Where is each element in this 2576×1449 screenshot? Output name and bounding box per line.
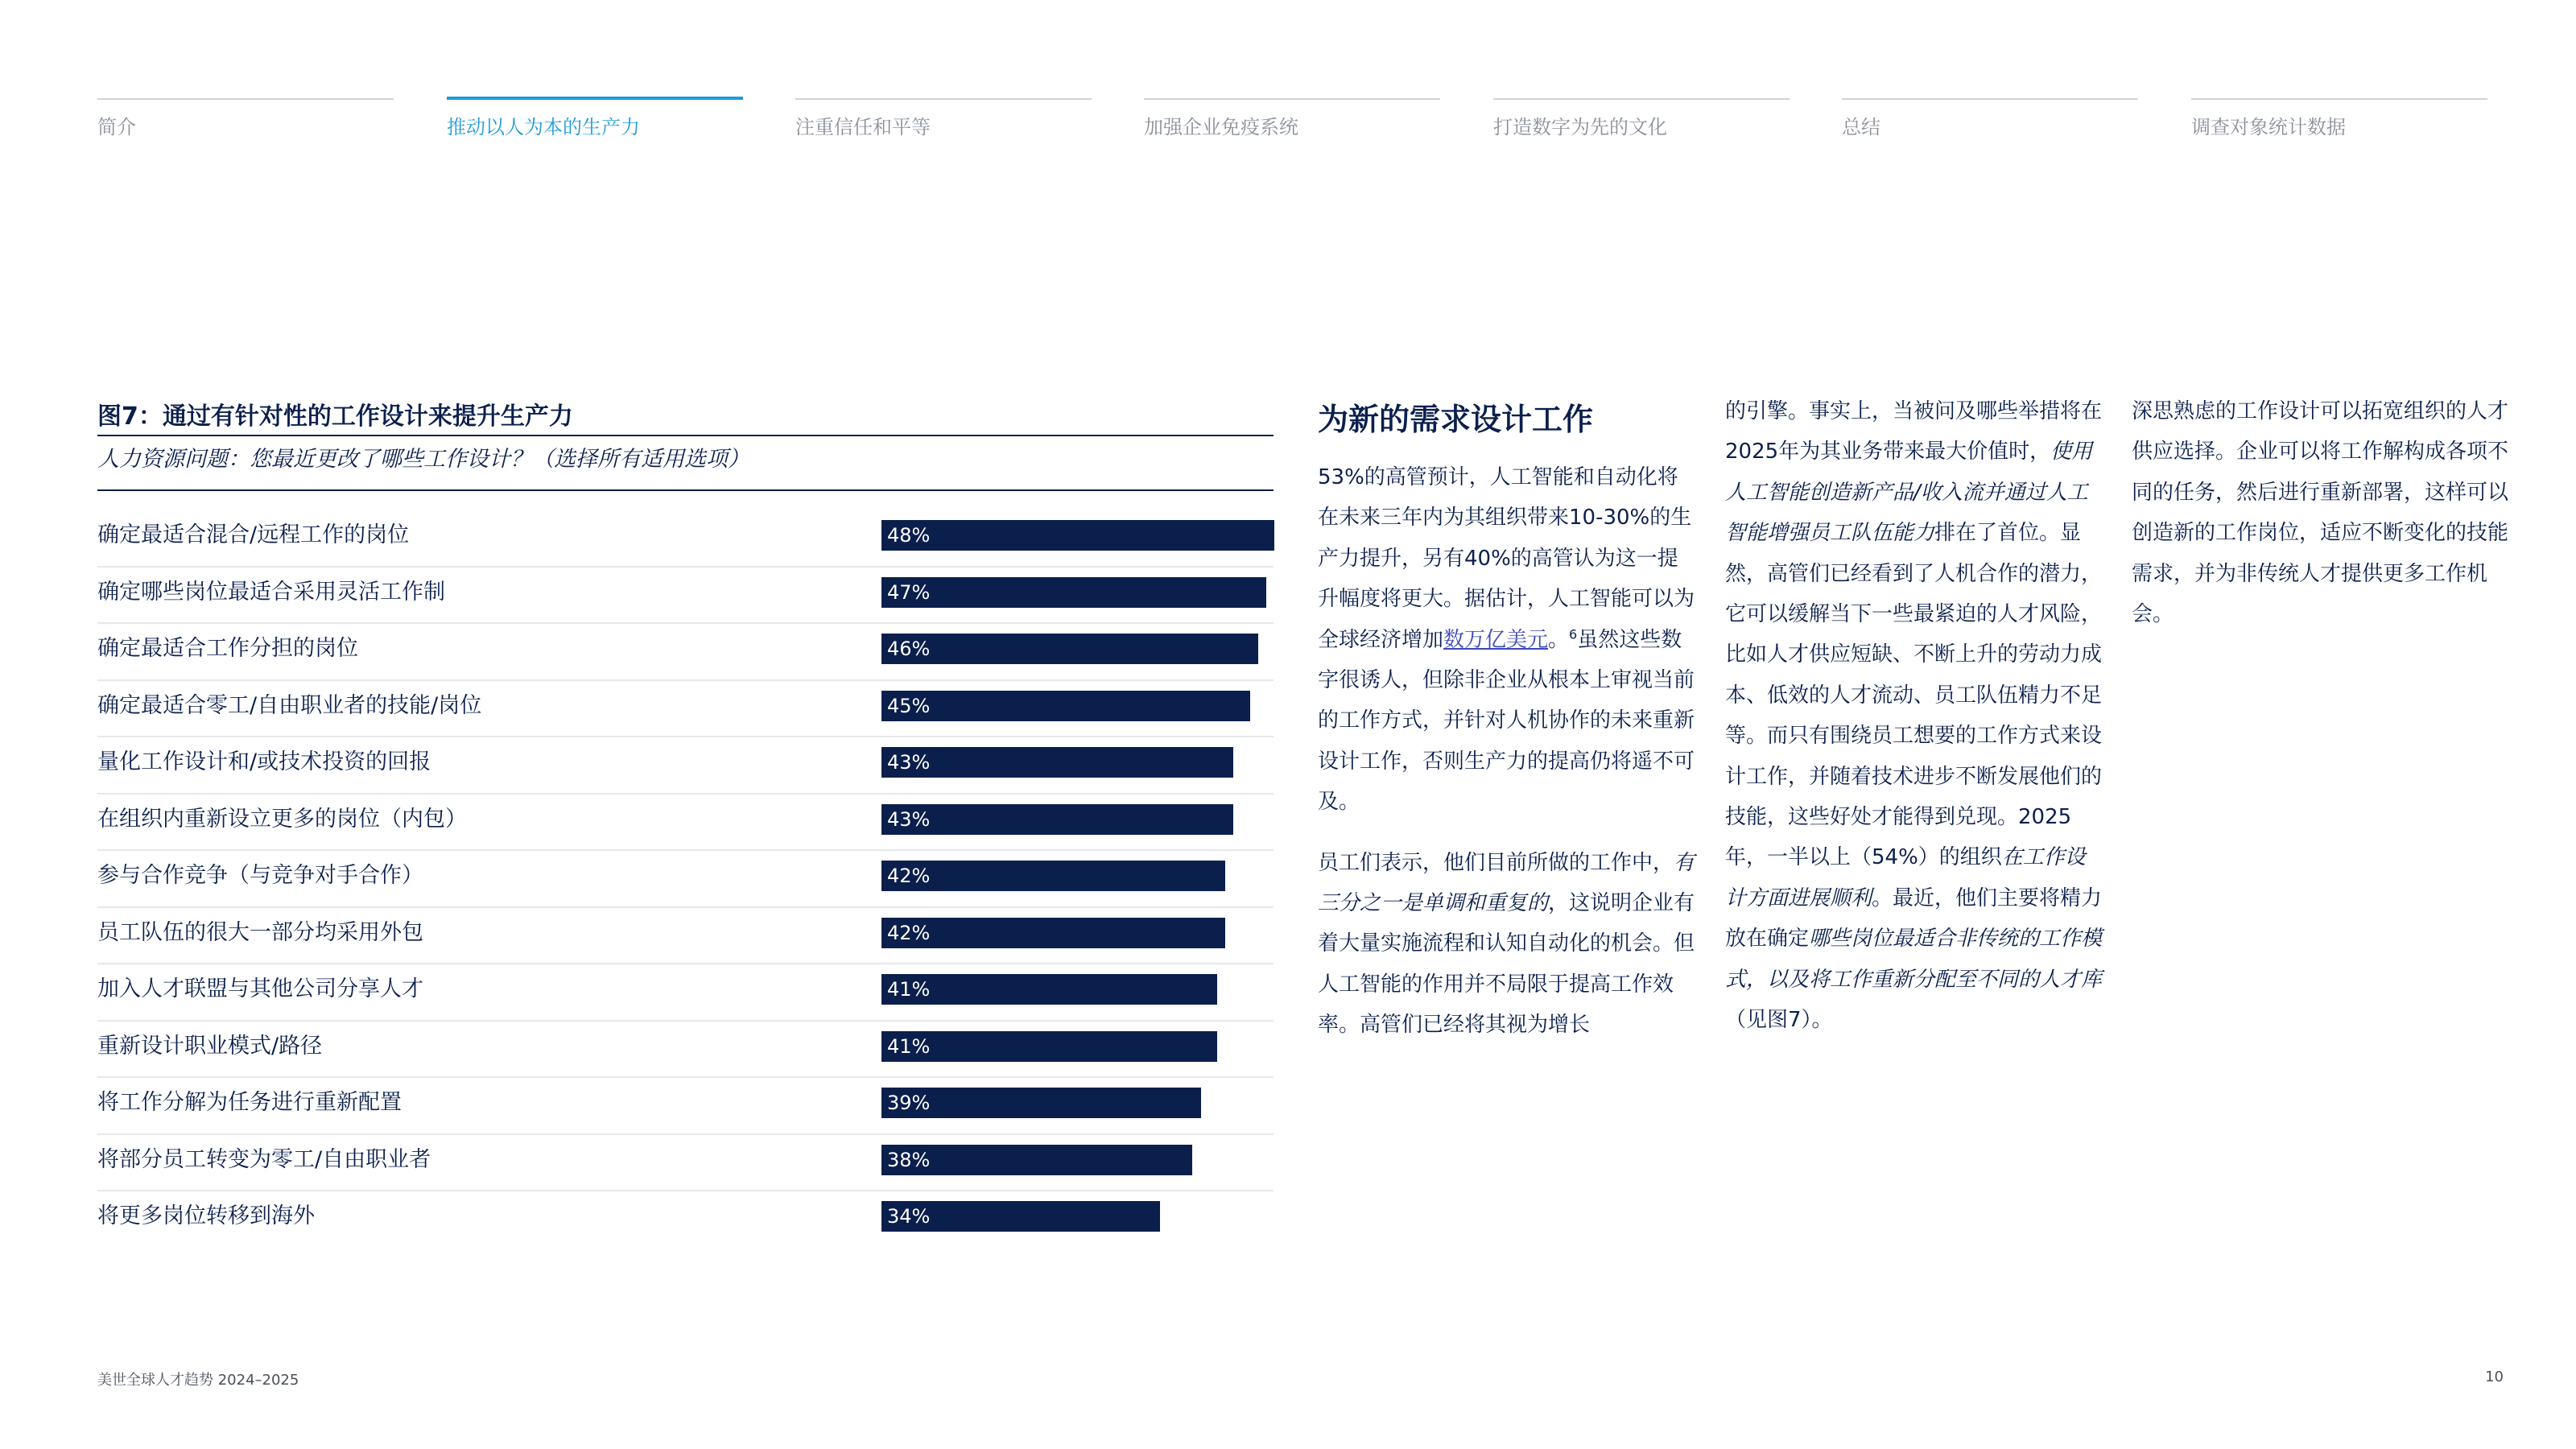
category-label: 确定最适合混合/远程工作的岗位	[97, 522, 410, 547]
figure-subtitle-rule	[97, 489, 1274, 491]
category-label: 员工队伍的很大一部分均采用外包	[97, 919, 423, 945]
row-divider	[97, 1133, 1274, 1135]
footnote-ref: 6	[1569, 625, 1578, 642]
category-label: 量化工作设计和/或技术投资的回报	[97, 749, 431, 774]
bar-value-label: 42%	[887, 921, 931, 944]
text-run: ，这说明企业有着大量实施流程和认知自动化的机会。但人工智能的作用并不局限于提高工作效率。高管们已经将其视为增长	[1318, 891, 1695, 1038]
nav-tab-digital-culture[interactable]	[1493, 98, 1790, 148]
emphasis-text: 有三分之一是单调和重复的	[1318, 850, 1695, 916]
nav-tab-label: 简介	[97, 116, 136, 138]
category-label: 将工作分解为任务进行重新配置	[97, 1090, 402, 1115]
text-run: 排在了首位。显然，高管们已经看到了人机合作的潜力，它可以缓解当下一些最紧迫的人才风险，比如人才供应短缺、不断上升的劳动力成本、低效的人才流动、员工队伍精力不足等。而只有围绕员工想要的工作方式来设计工作，并随着技术进步不断发展他们的技能，这些好处才能得到兑现。2025年，一半以上（54%）的组织	[1725, 521, 2103, 870]
category-label: 参与合作竞争（与竞争对手合作）	[97, 863, 423, 888]
row-divider	[97, 1076, 1274, 1078]
bar-value-label: 43%	[887, 751, 931, 774]
row-divider	[97, 793, 1274, 795]
bar	[881, 918, 1225, 948]
row-divider	[97, 849, 1274, 851]
category-label: 将更多岗位转移到海外	[97, 1203, 315, 1228]
text-run: 员工们表示，他们目前所做的工作中，	[1318, 850, 1674, 875]
nav-tab-label: 调查对象统计数据	[2191, 116, 2346, 138]
bar-value-label: 46%	[887, 638, 931, 660]
nav-tab-immune-system[interactable]	[1144, 98, 1440, 148]
page-number: 10	[2485, 1368, 2504, 1385]
article-column-2	[1725, 391, 2103, 1041]
category-label: 确定最适合零工/自由职业者的技能/岗位	[97, 692, 482, 718]
row-divider	[97, 736, 1274, 737]
nav-tab-summary[interactable]	[1842, 98, 2138, 148]
figure-subtitle: 人力资源问题：您最近更改了哪些工作设计？（选择所有适用选项）	[97, 447, 749, 472]
category-label: 重新设计职业模式/路径	[97, 1033, 323, 1059]
text-run: （见图7）。	[1725, 1008, 1833, 1033]
bar-value-label: 42%	[887, 865, 931, 887]
row-divider	[97, 906, 1274, 908]
row-divider	[97, 622, 1274, 624]
nav-tab-label: 总结	[1842, 116, 1880, 138]
nav-tab-label: 注重信任和平等	[795, 116, 931, 138]
article-column-3	[2132, 391, 2510, 634]
category-label: 确定哪些岗位最适合采用灵活工作制	[97, 579, 445, 605]
paragraph	[1318, 457, 1696, 823]
bar-value-label: 48%	[887, 524, 931, 547]
bar	[881, 804, 1233, 835]
bar	[881, 1031, 1217, 1062]
text-run: 的引擎。事实上，当被问及哪些举措将在2025年为其业务带来最大价值时，	[1725, 399, 2103, 464]
row-divider	[97, 1190, 1274, 1191]
text-run: 虽然这些数字很诱人，但除非企业从根本上审视当前的工作方式，并针对人机协作的未来重新设计工作，否则生产力的提高仍将遥不可及。	[1318, 627, 1695, 815]
nav-tab-intro[interactable]	[97, 98, 394, 148]
nav-tab-demographics[interactable]	[2191, 98, 2487, 148]
category-label: 将部分员工转变为零工/自由职业者	[97, 1146, 431, 1172]
bar	[881, 577, 1266, 608]
trillions-link[interactable]: 数万亿美元	[1443, 627, 1549, 652]
bar-value-label: 34%	[887, 1205, 931, 1228]
bar-value-label: 43%	[887, 807, 931, 831]
text-run: 53%的高管预计，人工智能和自动化将在未来三年内为其组织带来10-30%的生产力提升，另有40%的高管认为这一提升幅度将更大。据估计，人工智能可以为全球经济增加	[1318, 465, 1695, 652]
nav-tab-productivity[interactable]	[447, 97, 743, 148]
paragraph	[1725, 391, 2103, 1041]
emphasis-text: 哪些岗位最适合非传统的工作模式，以及将工作重新分配至不同的人才库	[1725, 927, 2103, 992]
row-divider	[97, 566, 1274, 568]
bar-value-label: 41%	[887, 1034, 931, 1058]
article-column-1	[1318, 457, 1696, 1046]
nav-tab-trust-equity[interactable]	[795, 98, 1092, 148]
bar-value-label: 45%	[887, 694, 931, 717]
row-divider	[97, 963, 1274, 964]
emphasis-text: 在工作设计方面进展顺利	[1725, 845, 2086, 910]
category-label: 加入人才联盟与其他公司分享人才	[97, 976, 423, 1001]
paragraph	[1318, 843, 1696, 1046]
category-label: 在组织内重新设立更多的岗位（内包）	[97, 806, 467, 832]
bar-value-label: 39%	[887, 1092, 931, 1114]
figure-title: 图7：通过有针对性的工作设计来提升生产力	[97, 402, 573, 431]
bar-value-label: 47%	[887, 580, 931, 604]
bar	[881, 520, 1274, 551]
bar-value-label: 38%	[887, 1148, 931, 1171]
text-run: 。最近，他们主要将精力放在确定	[1725, 886, 2103, 952]
bar	[881, 861, 1225, 891]
bar	[881, 747, 1233, 778]
row-divider	[97, 1020, 1274, 1022]
figure-title-rule	[97, 435, 1274, 436]
row-divider	[97, 679, 1274, 681]
nav-tab-label: 推动以人为本的生产力	[447, 116, 640, 138]
paragraph: 深思熟虑的工作设计可以拓宽组织的人才供应选择。企业可以将工作解构成各项不同的任务，然后进行重新部署，这样可以创造新的工作岗位，适应不断变化的技能需求，并为非传统人才提供更多工作机会。	[2132, 399, 2509, 627]
nav-tab-label: 打造数字为先的文化	[1493, 116, 1667, 138]
bar	[881, 691, 1250, 721]
bar-value-label: 41%	[887, 978, 931, 1001]
nav-tab-label: 加强企业免疫系统	[1144, 116, 1298, 138]
bar	[881, 634, 1258, 664]
category-label: 确定最适合工作分担的岗位	[97, 636, 358, 661]
section-heading: 为新的需求设计工作	[1318, 402, 1594, 437]
emphasis-text: 使用人工智能创造新产品/收入流并通过人工智能增强员工队伍能力	[1725, 440, 2093, 546]
bar	[881, 974, 1217, 1005]
footer-publication: 美世全球人才趋势 2024–2025	[97, 1372, 299, 1389]
text-run: 。	[1548, 627, 1570, 652]
